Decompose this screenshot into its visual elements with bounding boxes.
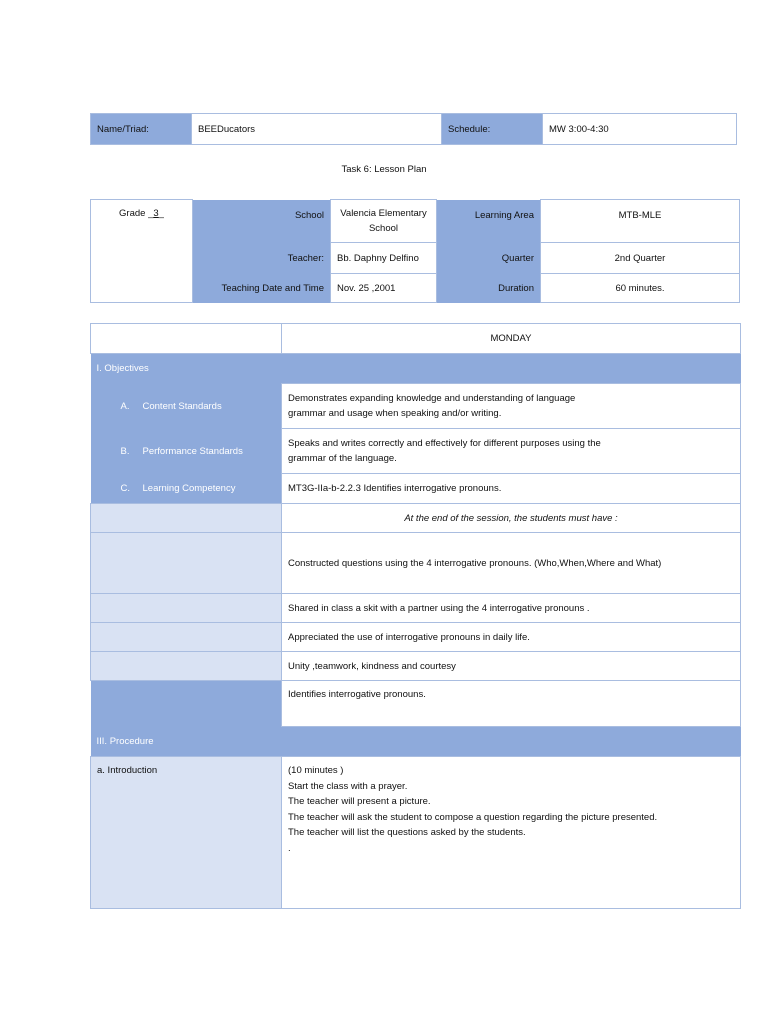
content-standards-line-2: grammar and usage when speaking and/or writing. <box>288 408 502 419</box>
content-standards-num: A. <box>120 400 130 412</box>
learning-competency-num: C. <box>120 482 130 494</box>
introduction-value <box>282 757 741 909</box>
quarter-value: 2nd Quarter <box>541 243 740 274</box>
attitude-cell <box>91 623 282 652</box>
quarter-label: Quarter <box>437 243 541 274</box>
intro-line: Start the class with a prayer. <box>288 780 408 792</box>
performance-standards-label <box>91 429 282 474</box>
learning-competency-value: MT3G-IIa-b-2.2.3 Identifies interrogative pronouns. <box>282 474 741 504</box>
duration-label: Duration <box>437 274 541 303</box>
performance-standards-line-1: Speaks and writes correctly and effectively for different purposes using the <box>288 438 601 449</box>
learning-competency-text: Learning Competency <box>142 482 236 494</box>
learning-area-label: Learning Area <box>437 200 541 243</box>
objective-attitude: Appreciated the use of interrogative pronouns in daily life. <box>282 623 741 652</box>
objectives-blank-cell <box>91 504 282 533</box>
school-value: Valencia Elementary School <box>331 200 437 243</box>
plan-table <box>90 323 741 909</box>
intro-line: . <box>288 842 291 854</box>
header-table <box>90 113 737 145</box>
date-value: Nov. 25 ,2001 <box>331 274 437 303</box>
procedure-heading: III. Procedure <box>91 727 741 757</box>
school-label: School <box>193 200 331 243</box>
intro-line: The teacher will ask the student to compose a question regarding the picture presented. <box>288 811 658 823</box>
performance-standards-line-2: grammar of the language. <box>288 453 397 464</box>
grade-suffix: _ <box>158 208 164 219</box>
learning-competency-label <box>91 474 282 504</box>
grade-cell <box>91 200 193 303</box>
teacher-label: Teacher: <box>193 243 331 274</box>
learning-area-value: MTB-MLE <box>541 200 740 243</box>
content-standards-label <box>91 384 282 429</box>
objective-values: Unity ,teamwork, kindness and courtesy <box>282 652 741 681</box>
grade-prefix: Grade _ <box>119 208 154 219</box>
performance-standards-num: B. <box>120 445 130 457</box>
date-label: Teaching Date and Time <box>193 274 331 303</box>
introduction-label: a. Introduction <box>91 757 282 909</box>
session-intro: At the end of the session, the students must have : <box>282 504 741 533</box>
intro-line: (10 minutes ) <box>288 765 344 776</box>
day-header: MONDAY <box>282 324 741 354</box>
objective-skills: Shared in class a skit with a partner using the 4 interrogative pronouns . <box>282 594 741 623</box>
info-table <box>90 199 740 303</box>
schedule-label: Schedule: <box>442 114 543 145</box>
name-label: Name/Triad: <box>91 114 192 145</box>
subject-matter-cell <box>91 681 282 727</box>
subject-matter-value: Identifies interrogative pronouns. <box>282 681 741 727</box>
skills-cell <box>91 594 282 623</box>
values-cell <box>91 652 282 681</box>
content-standards-value <box>282 384 741 429</box>
intro-line: The teacher will list the questions asked by the students. <box>288 827 526 838</box>
performance-standards-value <box>282 429 741 474</box>
page-title: Task 6: Lesson Plan <box>341 164 427 175</box>
performance-standards-text: Performance Standards <box>142 445 243 457</box>
objective-knowledge: Constructed questions using the 4 interrogative pronouns. (Who,When,Where and What) <box>282 533 741 594</box>
teacher-value: Bb. Daphny Delfino <box>331 243 437 274</box>
grade-value: 3 <box>153 208 159 219</box>
content-standards-line-1: Demonstrates expanding knowledge and understanding of language <box>288 393 576 404</box>
intro-line: The teacher will present a picture. <box>288 796 431 807</box>
knowledge-cell <box>91 533 282 594</box>
corner-cell <box>91 324 282 354</box>
name-value: BEEDucators <box>192 114 442 145</box>
content-standards-text: Content Standards <box>142 400 222 412</box>
objectives-heading: I. Objectives <box>91 354 741 384</box>
duration-value: 60 minutes. <box>541 274 740 303</box>
schedule-value: MW 3:00-4:30 <box>543 114 737 145</box>
